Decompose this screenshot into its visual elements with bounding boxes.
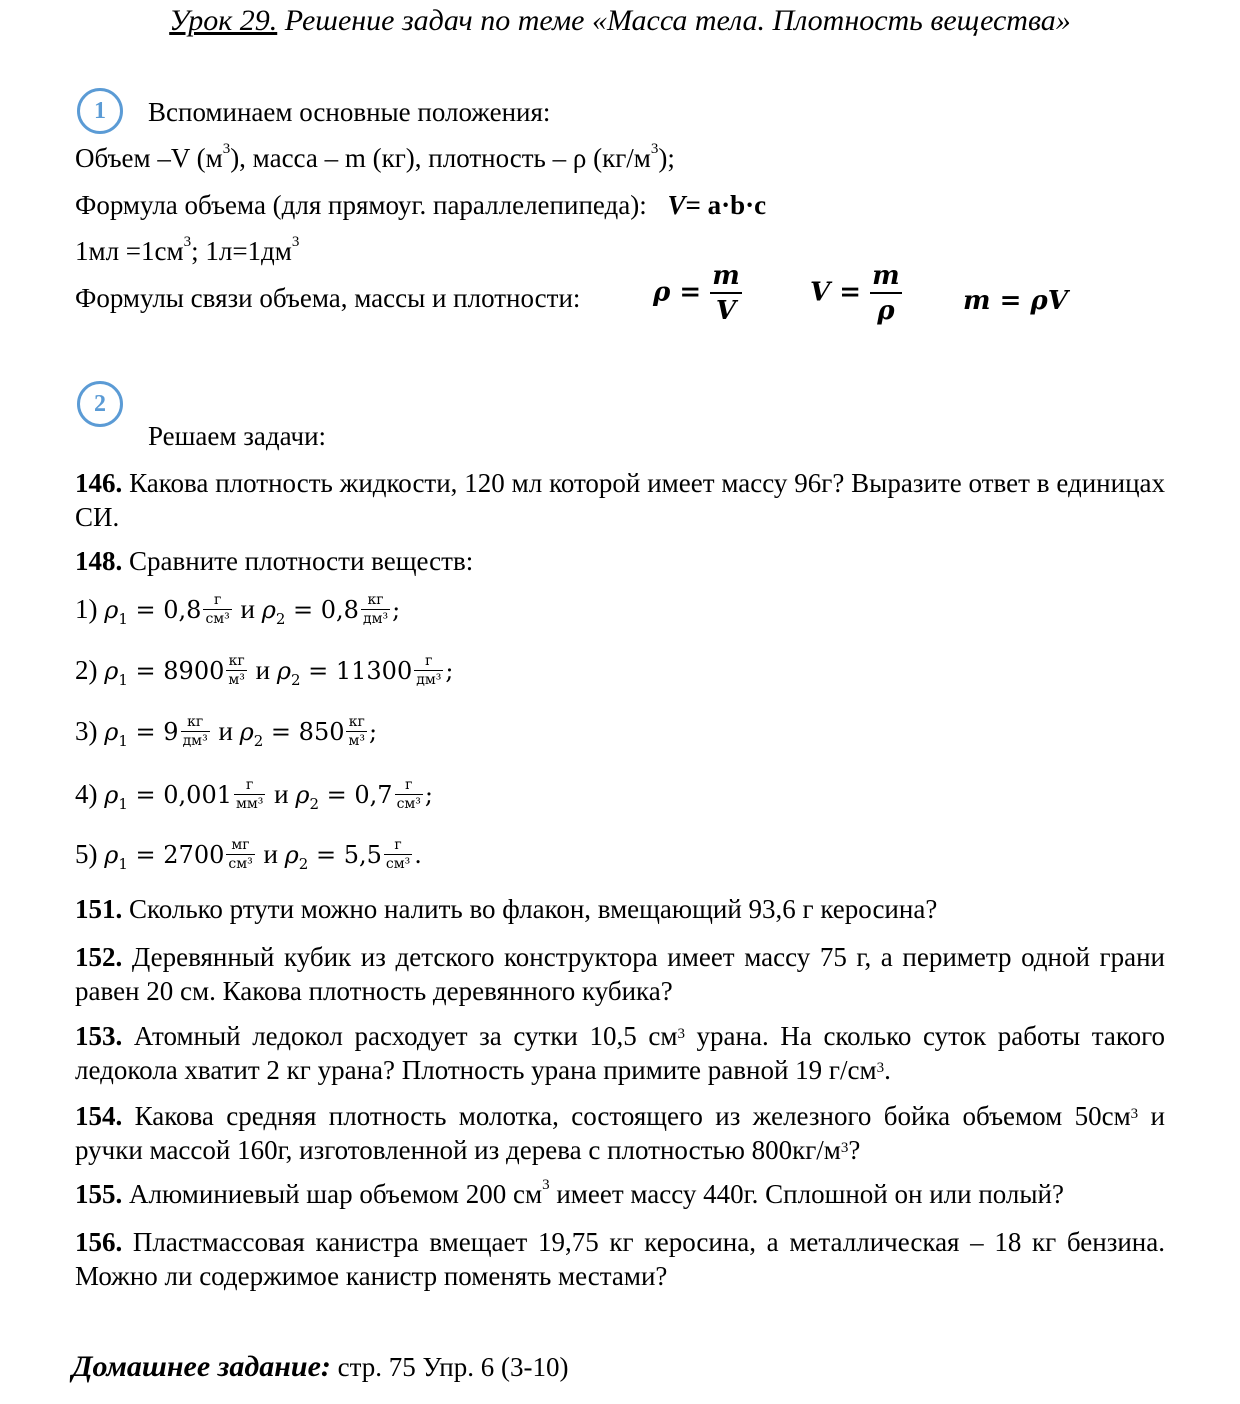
- volume-formula-lhs: V =: [810, 277, 862, 308]
- equals: =: [308, 841, 344, 869]
- homework: [72, 1350, 568, 1384]
- rho-symbol: ρ: [104, 657, 119, 685]
- unit-numerator: г: [405, 777, 413, 793]
- subscript: 2: [298, 854, 309, 873]
- unit-numerator: мг: [231, 837, 250, 853]
- volume-formula-rest: = a·b·c: [685, 190, 767, 220]
- unit-fraction: [234, 778, 265, 811]
- subscript: 1: [118, 854, 128, 873]
- unit-numerator: г: [213, 592, 222, 608]
- problem-156: [75, 1225, 1165, 1293]
- unit-numerator: кг: [367, 592, 384, 608]
- equals: =: [263, 718, 299, 746]
- and-word: и: [256, 839, 285, 869]
- unit-fraction: [361, 593, 390, 626]
- problem-152: [75, 940, 1165, 1008]
- density-row: [75, 655, 453, 689]
- density-formula: [653, 263, 742, 324]
- homework-label: Домашнее задание:: [72, 1350, 331, 1383]
- subscript: 1: [118, 794, 128, 813]
- lesson-number: Урок 29.: [169, 4, 278, 37]
- rho-symbol: ρ: [239, 718, 254, 746]
- subscript: 1: [118, 731, 128, 750]
- sup-3: 3: [1130, 1106, 1139, 1122]
- quantities-line: [75, 143, 675, 174]
- sup-3: 3: [677, 1026, 685, 1042]
- row-end: ;: [369, 718, 378, 746]
- subscript: 2: [275, 609, 286, 628]
- volume-formula-line: [75, 190, 766, 221]
- density-value-2: 850: [298, 718, 345, 746]
- rho-symbol: ρ: [276, 657, 291, 685]
- problem-146: [75, 466, 1165, 534]
- fraction-numerator: m: [872, 261, 900, 291]
- density-value-1: 2700: [163, 841, 225, 869]
- sup-3: 3: [650, 141, 659, 157]
- l-conversion: ; 1л=1дм: [191, 236, 292, 266]
- rho-symbol: ρ: [284, 841, 299, 869]
- unit-fraction: [395, 778, 423, 811]
- fraction-numerator: m: [712, 261, 740, 291]
- problem-153: [75, 1019, 1165, 1087]
- page-title: [0, 4, 1240, 38]
- volume-unit-text: Объем –V (м: [75, 143, 223, 173]
- problem-text-part: Алюминиевый шар объемом 200 см: [122, 1179, 543, 1209]
- subscript: 1: [118, 609, 128, 628]
- density-value-2: 11300: [335, 657, 413, 685]
- mass-formula: m = ρV: [963, 286, 1068, 316]
- unit-denominator: см³: [228, 856, 253, 872]
- problem-text-part: Какова средняя плотность молотка, состоящего из железного бойка объемом 50см: [122, 1101, 1131, 1131]
- sup-3: 3: [876, 1060, 885, 1076]
- problem-text: Какова плотность жидкости, 120 мл которой имеет массу 96г? Выразите ответ в единицах СИ.: [75, 468, 1165, 532]
- unit-fraction: [414, 654, 443, 687]
- unit-numerator: кг: [228, 653, 245, 669]
- problem-text: Сравните плотности веществ:: [122, 546, 474, 576]
- unit-denominator: см³: [396, 796, 421, 812]
- density-formula-lhs: ρ =: [653, 277, 702, 308]
- unit-denominator: м³: [228, 672, 245, 688]
- sup-3: 3: [291, 234, 300, 250]
- unit-fraction: [346, 715, 367, 748]
- and-word: и: [233, 594, 262, 624]
- rho-symbol: ρ: [261, 596, 276, 624]
- mass-density-text: ), масса – m (кг), плотность – ρ (кг/м: [230, 143, 651, 173]
- problem-148: [75, 546, 473, 577]
- unit-conversion-line: [75, 236, 299, 267]
- row-end: ;: [424, 781, 433, 809]
- problem-text-part: ?: [848, 1135, 861, 1165]
- problem-number: 156.: [75, 1227, 123, 1257]
- unit-denominator: мм³: [236, 796, 264, 812]
- subscript: 2: [253, 731, 264, 750]
- rho-symbol: ρ: [104, 781, 119, 809]
- unit-fraction: [384, 838, 412, 871]
- density-row: [75, 716, 377, 750]
- rho-symbol: ρ: [104, 596, 119, 624]
- unit-denominator: дм³: [362, 611, 389, 627]
- volume-formula-label: Формула объема (для прямоуг. параллелепипеда):: [75, 190, 647, 220]
- row-end: ;: [392, 596, 401, 624]
- fraction-denominator: V: [715, 296, 737, 326]
- relations-label: Формулы связи объема, массы и плотности:: [75, 283, 581, 313]
- problem-text-part: .: [884, 1055, 891, 1085]
- fraction-denominator: ρ: [877, 296, 895, 326]
- row-index: 5): [75, 839, 105, 869]
- volume-symbol: V: [667, 190, 686, 220]
- sup-3: 3: [222, 141, 231, 157]
- density-value-1: 9: [163, 718, 179, 746]
- subscript: 2: [309, 794, 320, 813]
- volume-formula: [667, 190, 766, 220]
- and-word: и: [211, 716, 240, 746]
- section-1-number-badge: [77, 88, 123, 134]
- unit-numerator: кг: [187, 714, 204, 730]
- problem-text: Сколько ртути можно налить во флакон, вмещающий 93,6 г керосина?: [122, 894, 938, 924]
- and-word: и: [248, 655, 277, 685]
- unit-fraction: [226, 838, 254, 871]
- unit-numerator: кг: [348, 714, 365, 730]
- row-index: 4): [75, 779, 105, 809]
- equals: =: [127, 841, 164, 869]
- row-end: .: [414, 841, 422, 869]
- equals: =: [285, 596, 321, 624]
- line-end: );: [658, 143, 675, 173]
- problem-text-part: Атомный ледокол расходует за сутки 10,5 см: [122, 1021, 678, 1051]
- rho-symbol: ρ: [104, 841, 119, 869]
- equals: =: [127, 781, 164, 809]
- equals: =: [127, 657, 164, 685]
- equals: =: [127, 718, 164, 746]
- unit-numerator: г: [425, 653, 433, 669]
- unit-fraction: [203, 593, 231, 626]
- sup-3: 3: [840, 1140, 849, 1156]
- sup-3: 3: [542, 1177, 550, 1193]
- unit-fraction: [181, 715, 210, 748]
- sup-3: 3: [183, 234, 192, 250]
- volume-relation-formula: [810, 263, 902, 324]
- row-end: ;: [445, 657, 454, 685]
- row-index: 3): [75, 716, 105, 746]
- density-value-2: 5,5: [343, 841, 382, 869]
- problem-number: 154.: [75, 1101, 123, 1131]
- density-value-1: 8900: [163, 657, 225, 685]
- density-value-1: 0,001: [163, 781, 232, 809]
- density-row: [75, 779, 433, 813]
- density-fraction: [710, 263, 742, 324]
- section-1-heading: Вспоминаем основные положения:: [148, 97, 551, 127]
- density-row: [75, 594, 400, 628]
- unit-denominator: см³: [385, 856, 411, 872]
- section-2-number-badge: [77, 381, 123, 427]
- problem-155: [75, 1179, 1064, 1210]
- unit-denominator: см³: [205, 611, 230, 627]
- lesson-topic: Решение задач по теме «Масса тела. Плотность вещества»: [284, 4, 1071, 37]
- problem-text-part: урана. На сколько суток работы такого ледокола хватит 2 кг урана? Плотность урана примите равной 19 г/см: [75, 1021, 1165, 1085]
- section-2-number: 2: [94, 390, 106, 417]
- rho-symbol: ρ: [295, 781, 310, 809]
- row-index: 2): [75, 655, 105, 685]
- density-row: [75, 839, 422, 873]
- equals: =: [127, 596, 164, 624]
- unit-fraction: [226, 654, 247, 687]
- subscript: 1: [118, 670, 128, 689]
- problem-154: [75, 1099, 1165, 1167]
- problem-number: 151.: [75, 894, 123, 924]
- problem-text-part: и ручки массой 160г, изготовленной из дерева с плотностью 800кг/м: [75, 1101, 1165, 1165]
- row-index: 1): [75, 594, 105, 624]
- problem-number: 152.: [75, 942, 123, 972]
- problem-number: 146.: [75, 468, 123, 498]
- homework-text: стр. 75 Упр. 6 (3-10): [330, 1352, 569, 1382]
- density-value-2: 0,8: [320, 596, 359, 624]
- volume-fraction: [870, 263, 902, 324]
- problem-number: 153.: [75, 1021, 123, 1051]
- problem-text: Пластмассовая канистра вмещает 19,75 кг керосина, а металлическая – 18 кг бензина. Можно ли содержимое канистр поменять местами?: [75, 1227, 1165, 1291]
- unit-denominator: дм³: [416, 672, 442, 688]
- equals: =: [300, 657, 336, 685]
- section-1-number: 1: [94, 97, 106, 124]
- problem-151: [75, 894, 937, 925]
- problem-text: Деревянный кубик из детского конструктора имеет массу 75 г, а периметр одной грани равен 20 см. Какова плотность деревянного кубика?: [75, 942, 1165, 1006]
- ml-conversion: 1мл =1см: [75, 236, 184, 266]
- unit-numerator: г: [394, 837, 402, 853]
- density-value-1: 0,8: [163, 596, 202, 624]
- subscript: 2: [290, 670, 301, 689]
- rho-symbol: ρ: [104, 718, 119, 746]
- problem-text-part: имеет массу 440г. Сплошной он или полый?: [549, 1179, 1064, 1209]
- unit-numerator: г: [246, 777, 254, 793]
- density-value-2: 0,7: [354, 781, 393, 809]
- problem-number: 148.: [75, 546, 123, 576]
- and-word: и: [267, 779, 296, 809]
- unit-denominator: дм³: [182, 733, 208, 749]
- equals: =: [319, 781, 355, 809]
- problem-number: 155.: [75, 1179, 123, 1209]
- unit-denominator: м³: [348, 733, 365, 749]
- section-2-heading: Решаем задачи:: [148, 421, 327, 451]
